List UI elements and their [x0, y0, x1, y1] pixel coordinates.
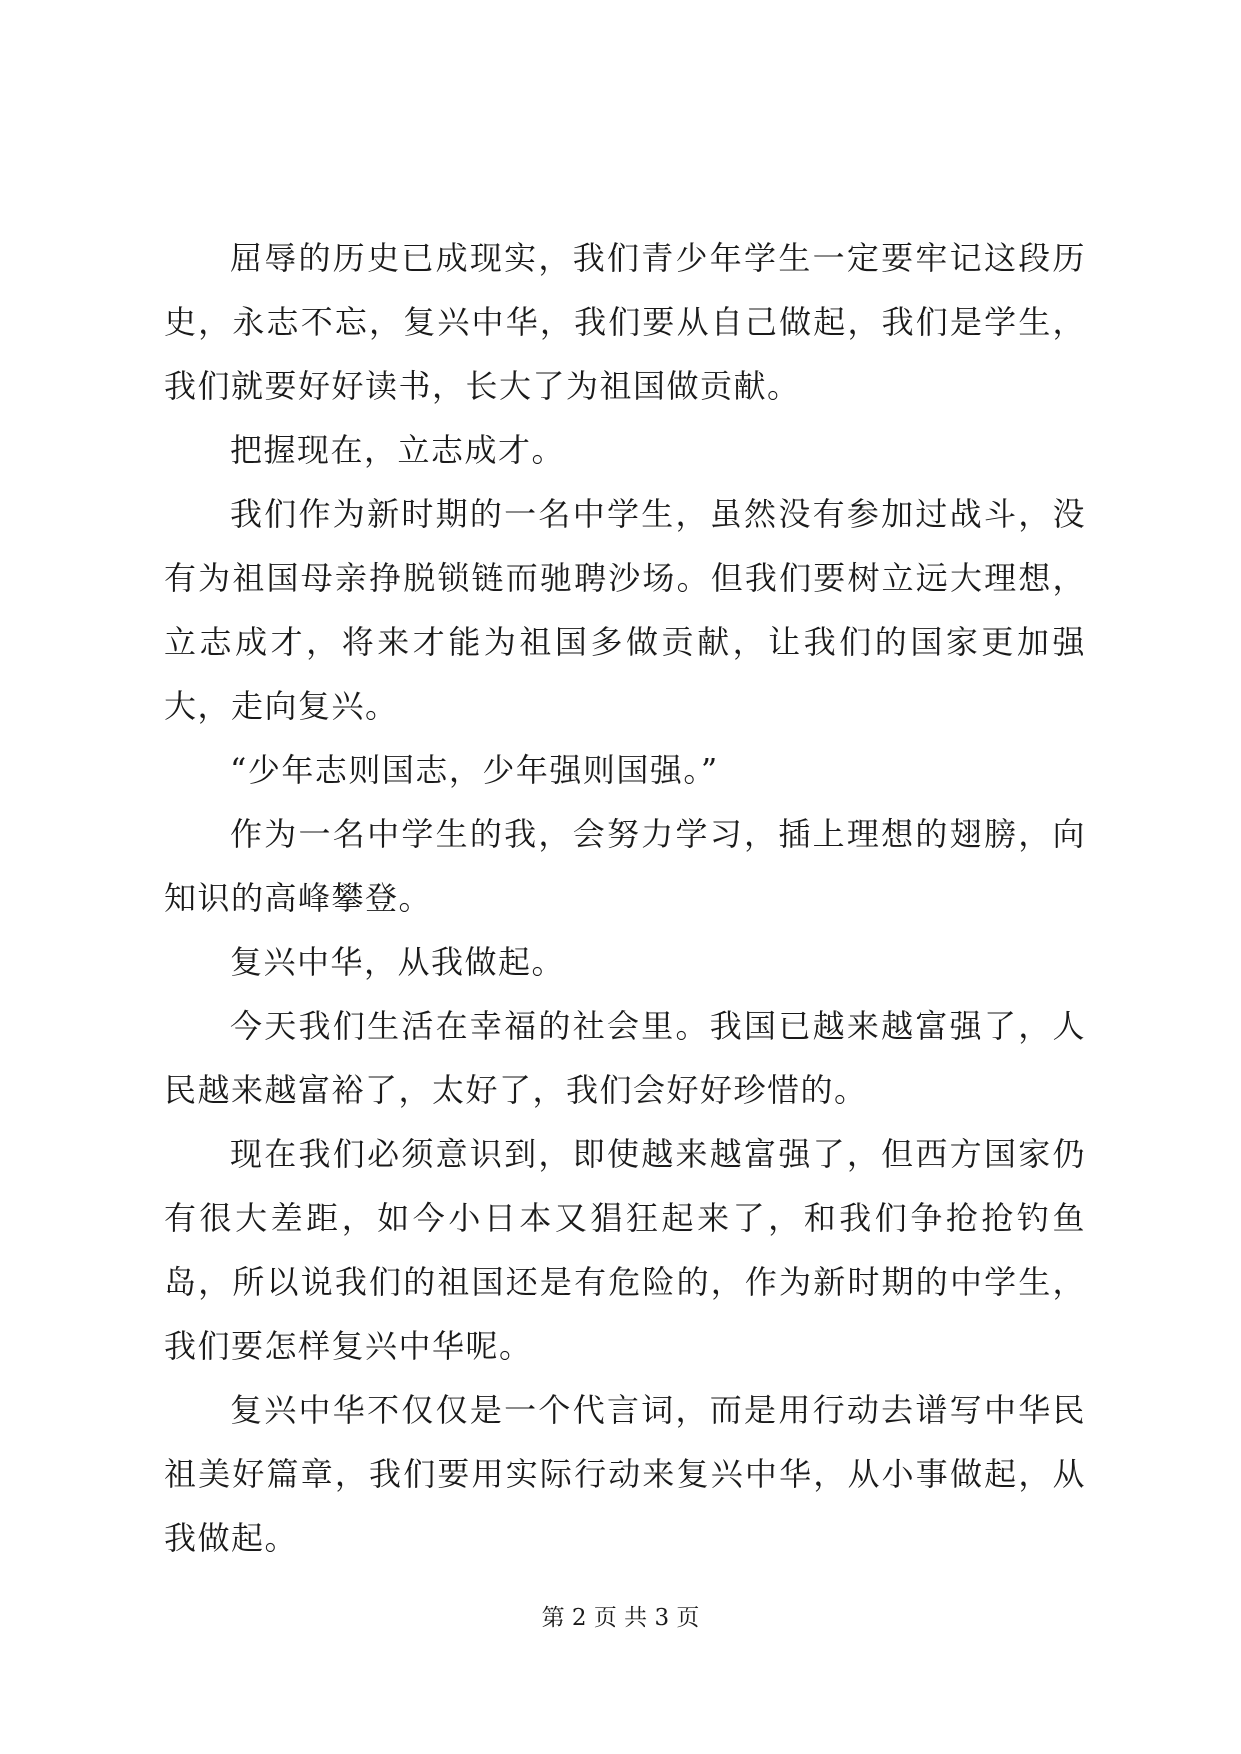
paragraph-6: 复兴中华，从我做起。 [230, 943, 566, 981]
paragraph-4: “少年志则国志，少年强则国强。” [230, 751, 719, 789]
paragraph-3: 我们作为新时期的一名中学生，虽然没有参加过战斗，没有为祖国母亲挣脱锁链而驰聘沙场。但我们要树立远大理想，立志成才，将来才能为祖国多做贡献，让我们的国家更加强大，走向复兴。 [164, 495, 1086, 725]
paragraph-1: 屈辱的历史已成现实，我们青少年学生一定要牢记这段历史，永志不忘，复兴中华，我们要从自己做起，我们是学生，我们就要好好读书，长大了为祖国做贡献。 [164, 239, 1086, 405]
paragraph-8: 现在我们必须意识到，即使越来越富强了，但西方国家仍有很大差距，如今小日本又猖狂起来了，和我们争抢抢钓鱼岛，所以说我们的祖国还是有危险的，作为新时期的中学生，我们要怎样复兴中华呢。 [164, 1135, 1086, 1365]
page-footer: 第 2 页 共 3 页 [541, 1605, 700, 1631]
body-text [164, 226, 1086, 1570]
paragraph-7: 今天我们生活在幸福的社会里。我国已越来越富强了，人民越来越富裕了，太好了，我们会好好珍惜的。 [164, 1007, 1086, 1109]
paragraph-2: 把握现在，立志成才。 [230, 431, 566, 469]
paragraph-5: 作为一名中学生的我，会努力学习，插上理想的翅膀，向知识的高峰攀登。 [164, 815, 1086, 917]
paragraph-9: 复兴中华不仅仅是一个代言词，而是用行动去谱写中华民祖美好篇章，我们要用实际行动来复兴中华，从小事做起，从我做起。 [164, 1391, 1086, 1557]
